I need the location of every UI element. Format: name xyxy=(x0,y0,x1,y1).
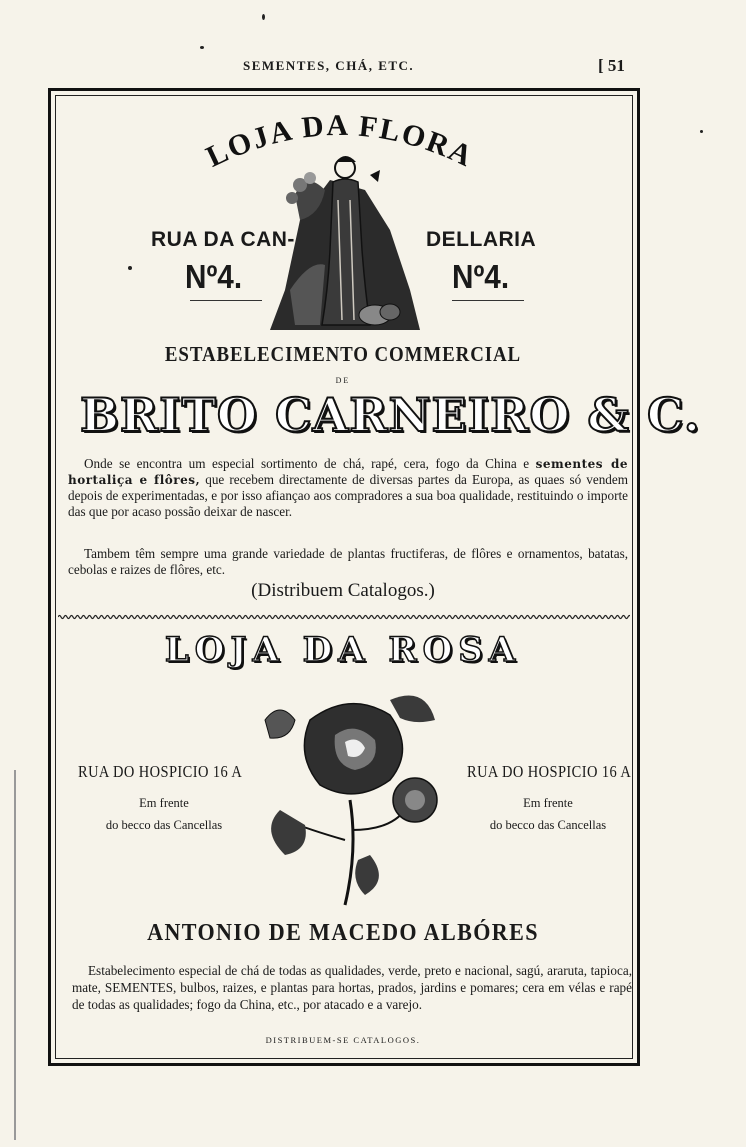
section-divider xyxy=(58,612,630,622)
rose-illustration xyxy=(240,680,460,910)
firm-name: BRITO CARNEIRO & C. xyxy=(80,388,701,442)
rosa-catalog-note: DISTRIBUEM-SE CATALOGOS. xyxy=(265,1035,421,1045)
page-number: [ 51 xyxy=(598,56,625,75)
scan-speck xyxy=(700,130,703,133)
rosa-landmark-left xyxy=(74,792,254,836)
flora-description xyxy=(68,456,628,520)
flora-description-bold: sementes de hortaliça e flôres, xyxy=(68,457,628,487)
svg-text:LOJA DA FLORA: LOJA DA FLORA xyxy=(201,108,479,174)
rosa-owner-name: ANTONIO DE MACEDO ALBÓRES xyxy=(147,920,539,946)
flora-stock-description: Tambem têm sempre uma grande variedade de plantas fructiferas, de flôres e ornamentos, batatas, cebolas e raizes de flôres, etc. xyxy=(68,546,628,577)
flora-number-left: Nº4. xyxy=(185,258,243,295)
ornament-rule xyxy=(190,300,262,302)
running-title: SEMENTES, CHÁ, ETC. xyxy=(243,58,415,73)
landmark-line-1: Em frente xyxy=(139,796,189,810)
de-label: DE xyxy=(335,376,351,385)
ornament-rule xyxy=(452,300,524,302)
flora-street-left: RUA DA CAN- xyxy=(151,228,295,251)
rosa-title: LOJA DA ROSA xyxy=(164,630,522,670)
landmark-line-2: do becco das Cancellas xyxy=(105,818,223,832)
rosa-landmark-right xyxy=(458,792,638,836)
flora-street-right: DELLARIA xyxy=(426,228,537,251)
landmark-line-2: do becco das Cancellas xyxy=(489,818,607,832)
flora-description-part2: que recebem directamente de diversas partes da Europa, as quaes só vendem depois de experimentadas, e por isso afiançao aos compradores a sua boa qualidade, restituindo o importe das que por acaso possão deixar de nascer. xyxy=(68,472,628,519)
page-header xyxy=(0,56,746,80)
rosa-address-left: RUA DO HOSPICIO 16 A xyxy=(78,762,243,781)
flora-catalog-note: (Distribuem Catalogos.) xyxy=(251,580,435,601)
scan-margin-line xyxy=(14,770,16,1140)
landmark-line-1: Em frente xyxy=(523,796,573,810)
establishment-heading: ESTABELECIMENTO COMMERCIAL xyxy=(164,342,522,366)
rosa-address-right: RUA DO HOSPICIO 16 A xyxy=(467,762,632,781)
flora-number-right: Nº4. xyxy=(452,258,510,295)
scan-speck xyxy=(200,46,204,49)
flora-description-part1: Onde se encontra um especial sortimento de chá, rapé, cera, fogo da China e xyxy=(84,456,530,471)
rosa-description: Estabelecimento especial de chá de todas as qualidades, verde, preto e nacional, sagú, araruta, tapioca, mate, SEMENTES, bulbos, raizes, e plantas para hortas, prados, jardins e pomares; cera em vélas e rapé de todas as qualidades; fogo da China, etc., por atacado e a varejo. xyxy=(72,963,632,1012)
scan-speck xyxy=(262,14,265,20)
